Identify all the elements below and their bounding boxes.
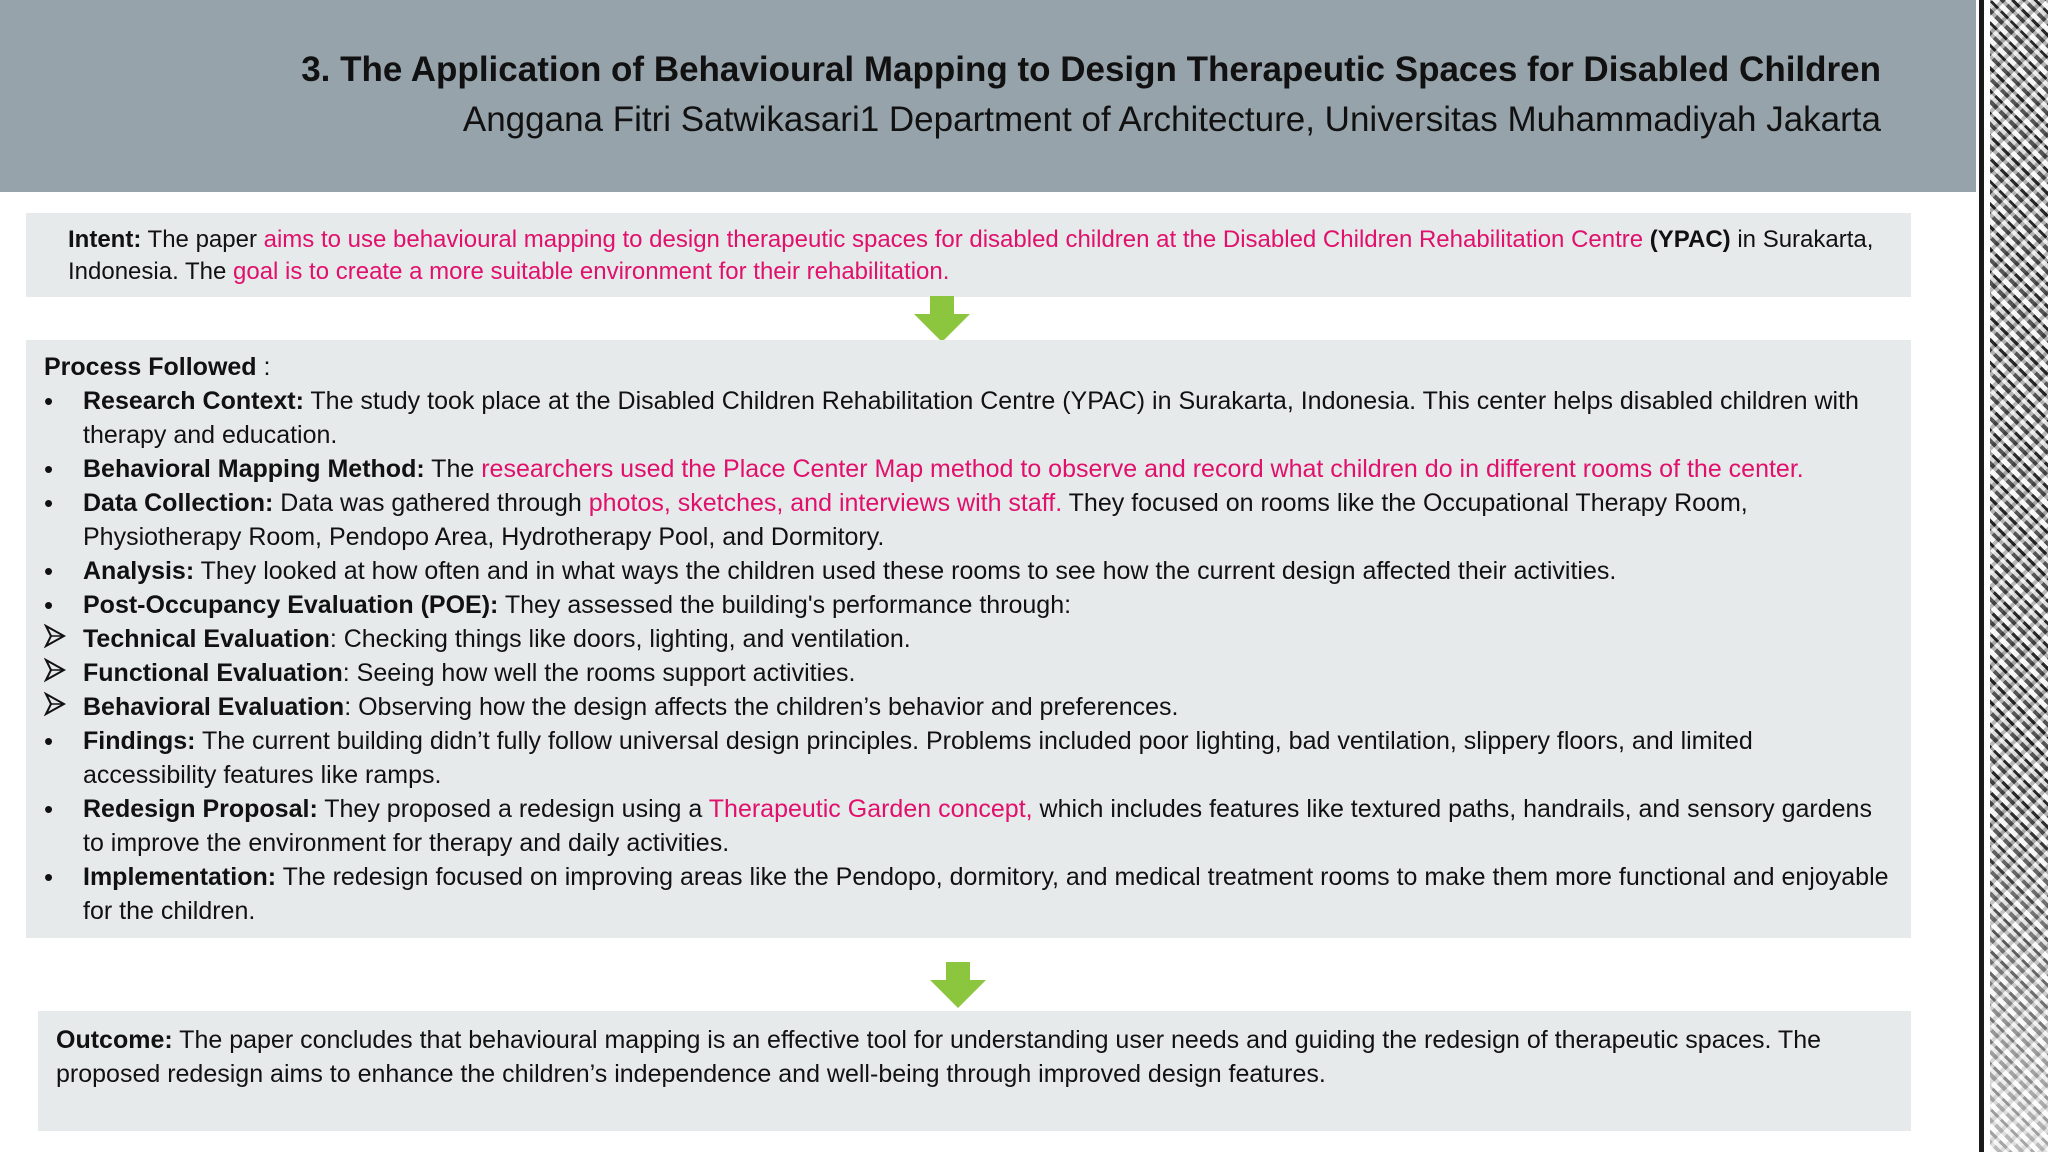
list-item: [44, 860, 1891, 928]
bullet-dot-icon: •: [44, 862, 54, 892]
item-label: Analysis:: [83, 557, 195, 585]
bullet-dot-icon: •: [44, 386, 54, 416]
item-text: The study took place at the Disabled Children Rehabilitation Centre (YPAC) in Surakarta, Indonesia. This center helps disabled children with therapy and education.: [83, 387, 1859, 449]
item-label: Redesign Proposal:: [83, 795, 318, 823]
item-label: Findings:: [83, 727, 196, 755]
title-banner: [0, 0, 1976, 192]
bullet-dot-icon: •: [44, 488, 54, 518]
arrow-bullet-icon: [44, 691, 66, 717]
item-text: The: [424, 455, 482, 483]
item-highlight: Therapeutic Garden concept,: [708, 795, 1033, 823]
slide-title: 3. The Application of Behavioural Mapping to Design Therapeutic Spaces for Disabled Children: [301, 50, 1881, 89]
intent-highlight-aim: aims to use behavioural mapping to design therapeutic spaces for disabled children at the Disabled Children Rehabilitation Centre: [263, 226, 1644, 253]
item-text: which includes features like textured paths, handrails, and sensory gardens to improve the environment for therapy and daily activities.: [83, 795, 1872, 857]
intent-text: The paper: [141, 226, 264, 253]
bullet-dot-icon: •: [44, 454, 54, 484]
item-text: : Checking things like doors, lighting, and ventilation.: [329, 625, 911, 653]
intent-label: Intent:: [68, 226, 142, 253]
intent-text-2: in Surakarta, Indonesia. The: [68, 226, 1874, 285]
list-item: [44, 486, 1891, 554]
bullet-dot-icon: •: [44, 590, 54, 620]
item-highlight: photos, sketches, and interviews with staff.: [588, 489, 1063, 517]
outcome-box: [38, 1011, 1911, 1131]
intent-box: [26, 213, 1911, 297]
list-item: [44, 724, 1891, 792]
outcome-text: The paper concludes that behavioural mapping is an effective tool for understanding user needs and guiding the redesign of therapeutic spaces. The proposed redesign aims to enhance the children’s independence and well-being through improved design features.: [56, 1026, 1822, 1088]
item-label: Functional Evaluation: [83, 659, 343, 687]
bullet-dot-icon: •: [44, 726, 54, 756]
intent-ypac: (YPAC): [1643, 226, 1731, 253]
item-text: They focused on rooms like the Occupational Therapy Room, Physiotherapy Room, Pendopo Area, Hydrotherapy Pool, and Dormitory.: [83, 489, 1748, 551]
process-heading: Process Followed :: [44, 353, 271, 381]
item-text: The redesign focused on improving areas like the Pendopo, dormitory, and medical treatment rooms to make them more functional and enjoyable for the children.: [83, 863, 1889, 925]
item-text: : Seeing how well the rooms support activities.: [342, 659, 856, 687]
arrow-bullet-icon: [44, 623, 66, 649]
item-label: Behavioral Mapping Method:: [83, 455, 425, 483]
list-item: [44, 792, 1891, 860]
item-text: Data was gathered through: [273, 489, 589, 517]
item-label: Behavioral Evaluation: [83, 693, 345, 721]
slide-subtitle: Anggana Fitri Satwikasari1 Department of Architecture, Universitas Muhammadiyah Jakarta: [462, 100, 1881, 139]
down-arrow-icon: [914, 296, 970, 342]
list-item: [44, 384, 1891, 452]
list-item: [44, 452, 1891, 486]
item-text: : Observing how the design affects the children’s behavior and preferences.: [344, 693, 1179, 721]
item-label: Data Collection:: [83, 489, 274, 517]
list-item: [44, 690, 1891, 724]
arrow-bullet-icon: [44, 657, 66, 683]
side-divider-line: [1979, 0, 1984, 1152]
item-text: They assessed the building's performance through:: [498, 591, 1072, 619]
list-item: [44, 554, 1891, 588]
process-box: [26, 340, 1911, 938]
down-arrow-icon: [930, 962, 986, 1008]
item-label: Post-Occupancy Evaluation (POE):: [83, 591, 499, 619]
item-label: Technical Evaluation: [83, 625, 330, 653]
list-item: [44, 588, 1891, 622]
process-list: [44, 384, 1891, 928]
outcome-label: Outcome:: [56, 1026, 173, 1054]
bullet-dot-icon: •: [44, 794, 54, 824]
item-label: Implementation:: [83, 863, 277, 891]
item-highlight: researchers used the Place Center Map method to observe and record what children do in different rooms of the center.: [481, 455, 1804, 483]
item-text: They proposed a redesign using a: [317, 795, 709, 823]
side-pattern: [1990, 0, 2048, 1152]
bullet-dot-icon: •: [44, 556, 54, 586]
list-item: [44, 656, 1891, 690]
item-text: They looked at how often and in what ways the children used these rooms to see how the current design affected their activities.: [194, 557, 1617, 585]
item-text: The current building didn’t fully follow universal design principles. Problems included poor lighting, bad ventilation, slippery floors, and limited accessibility features like ramps.: [83, 727, 1753, 789]
intent-highlight-goal: goal is to create a more suitable environment for their rehabilitation.: [233, 258, 950, 285]
list-item: [44, 622, 1891, 656]
item-label: Research Context:: [83, 387, 304, 415]
